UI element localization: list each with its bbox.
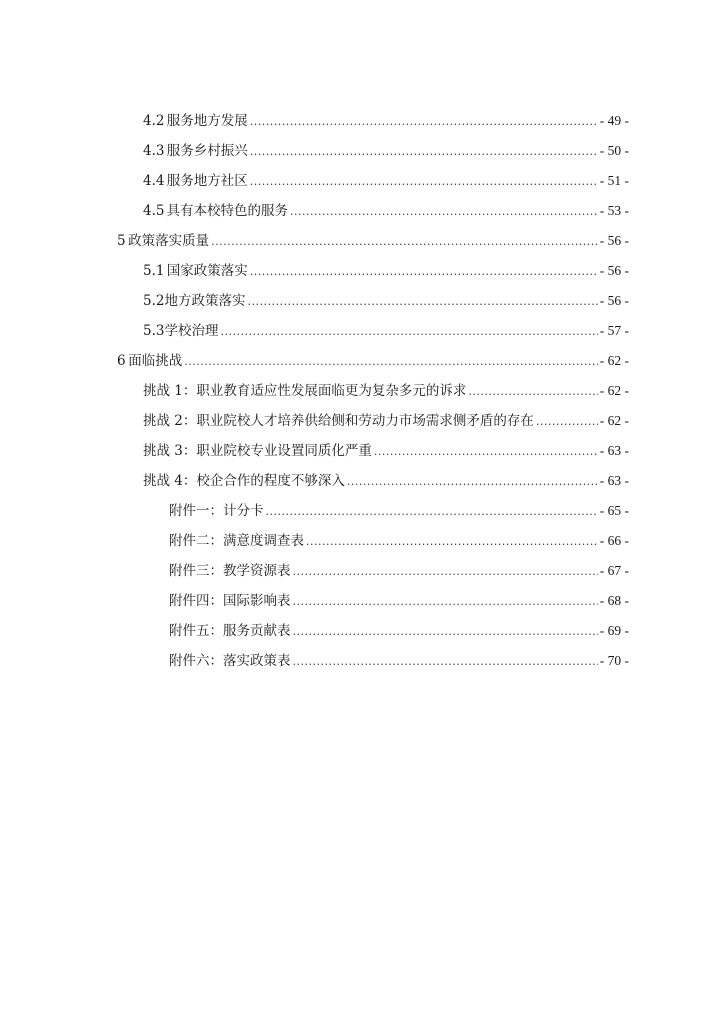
toc-entry-appendix-2[interactable] [169, 530, 629, 552]
dot-leader [250, 141, 598, 163]
toc-entry-challenge-4[interactable] [143, 470, 629, 492]
toc-entry-appendix-1[interactable] [169, 500, 629, 522]
toc-entry-title: 校企合作的程度不够深入 [196, 473, 345, 489]
dot-leader [266, 501, 598, 523]
toc-entry-title: 职业教育适应性发展面临更为复杂多元的诉求 [196, 383, 467, 399]
toc-entry-page: - 57 - [599, 323, 629, 338]
toc-entry-5-2[interactable] [143, 290, 629, 312]
toc-entry-page: - 56 - [599, 233, 629, 248]
toc-entry-number: 5 [117, 233, 126, 249]
toc-entry-title: 学校治理 [164, 323, 219, 339]
toc-entry-page: - 66 - [599, 533, 629, 548]
toc-entry-title: 职业院校专业设置同质化严重 [196, 443, 372, 459]
dot-leader [306, 531, 598, 553]
toc-entry-title: 计分卡 [223, 503, 264, 519]
dot-leader [250, 261, 598, 283]
toc-entry-5-3[interactable] [143, 320, 629, 342]
toc-entry-appendix-6[interactable] [169, 650, 629, 672]
toc-entry-page: - 49 - [599, 113, 629, 128]
toc-entry-title: 国际影响表 [223, 593, 291, 609]
toc-entry-4-2[interactable] [143, 110, 629, 132]
toc-entry-appendix-3[interactable] [169, 560, 629, 582]
toc-entry-page: - 53 - [599, 203, 629, 218]
toc-entry-number: 附件四： [169, 593, 223, 609]
toc-entry-number: 挑战 3： [143, 443, 197, 459]
toc-entry-4-5[interactable] [143, 200, 629, 222]
toc-entry-title: 国家政策落实 [166, 263, 248, 279]
toc-entry-title: 地方政策落实 [164, 293, 246, 309]
toc-entry-page: - 69 - [599, 623, 629, 638]
dot-leader [211, 231, 598, 253]
dot-leader [184, 351, 597, 373]
toc-entry-page: - 62 - [599, 383, 629, 398]
toc-entry-title: 满意度调查表 [223, 533, 304, 549]
toc-entry-title: 落实政策表 [223, 653, 291, 669]
toc-entry-6[interactable] [117, 350, 629, 372]
toc-entry-page: - 51 - [599, 173, 629, 188]
toc-entry-number: 5.3 [143, 323, 165, 339]
dot-leader [293, 651, 598, 673]
toc-entry-appendix-5[interactable] [169, 620, 629, 642]
dot-leader [250, 171, 598, 193]
toc-entry-4-4[interactable] [143, 170, 629, 192]
toc-entry-number: 挑战 4： [143, 473, 197, 489]
toc-entry-number: 5.1 [143, 263, 165, 279]
dot-leader [536, 411, 598, 433]
toc-entry-5[interactable] [117, 230, 629, 252]
toc-entry-page: - 56 - [599, 263, 629, 278]
toc-entry-number: 附件一： [169, 503, 223, 519]
dot-leader [290, 201, 598, 223]
toc-entry-5-1[interactable] [143, 260, 629, 282]
dot-leader [347, 471, 598, 493]
toc-entry-title: 职业院校人才培养供给侧和劳动力市场需求侧矛盾的存在 [196, 413, 534, 429]
toc-entry-page: - 62 - [599, 353, 629, 368]
toc-entry-page: - 63 - [599, 443, 629, 458]
dot-leader [293, 621, 598, 643]
dot-leader [220, 321, 597, 343]
toc-entry-title: 面临挑战 [128, 353, 183, 369]
toc-entry-challenge-1[interactable] [143, 380, 629, 402]
toc-entry-number: 4.3 [143, 143, 165, 159]
toc-entry-number: 附件三： [169, 563, 223, 579]
toc-entry-number: 5.2 [143, 293, 165, 309]
toc-entry-page: - 56 - [599, 293, 629, 308]
toc-entry-number: 挑战 2： [143, 413, 197, 429]
toc-entry-title: 服务贡献表 [223, 623, 291, 639]
toc-entry-appendix-4[interactable] [169, 590, 629, 612]
dot-leader [250, 111, 598, 133]
toc-entry-page: - 63 - [599, 473, 629, 488]
toc-entry-page: - 70 - [599, 653, 629, 668]
toc-entry-number: 附件六： [169, 653, 223, 669]
toc-entry-number: 4.5 [143, 203, 165, 219]
toc-entry-page: - 50 - [599, 143, 629, 158]
toc-entry-4-3[interactable] [143, 140, 629, 162]
toc-entry-number: 附件五： [169, 623, 223, 639]
toc-entry-title: 服务地方社区 [166, 173, 248, 189]
toc-entry-number: 4.4 [143, 173, 165, 189]
toc-entry-title: 政策落实质量 [128, 233, 210, 249]
dot-leader [247, 291, 597, 313]
toc-entry-page: - 62 - [599, 413, 629, 428]
toc-entry-page: - 67 - [599, 563, 629, 578]
toc-entry-number: 附件二： [169, 533, 223, 549]
toc-entry-page: - 68 - [599, 593, 629, 608]
dot-leader [293, 591, 598, 613]
dot-leader [293, 561, 598, 583]
toc-entry-number: 6 [117, 353, 126, 369]
dot-leader [374, 441, 598, 463]
dot-leader [468, 381, 597, 403]
toc-entry-number: 4.2 [143, 113, 165, 129]
toc-entry-page: - 65 - [599, 503, 629, 518]
toc-entry-title: 具有本校特色的服务 [166, 203, 288, 219]
toc-entry-challenge-3[interactable] [143, 440, 629, 462]
toc-entry-number: 挑战 1： [143, 383, 197, 399]
toc-entry-title: 服务地方发展 [166, 113, 248, 129]
toc-entry-title: 服务乡村振兴 [166, 143, 248, 159]
toc-entry-title: 教学资源表 [223, 563, 291, 579]
toc-entry-challenge-2[interactable] [143, 410, 629, 432]
